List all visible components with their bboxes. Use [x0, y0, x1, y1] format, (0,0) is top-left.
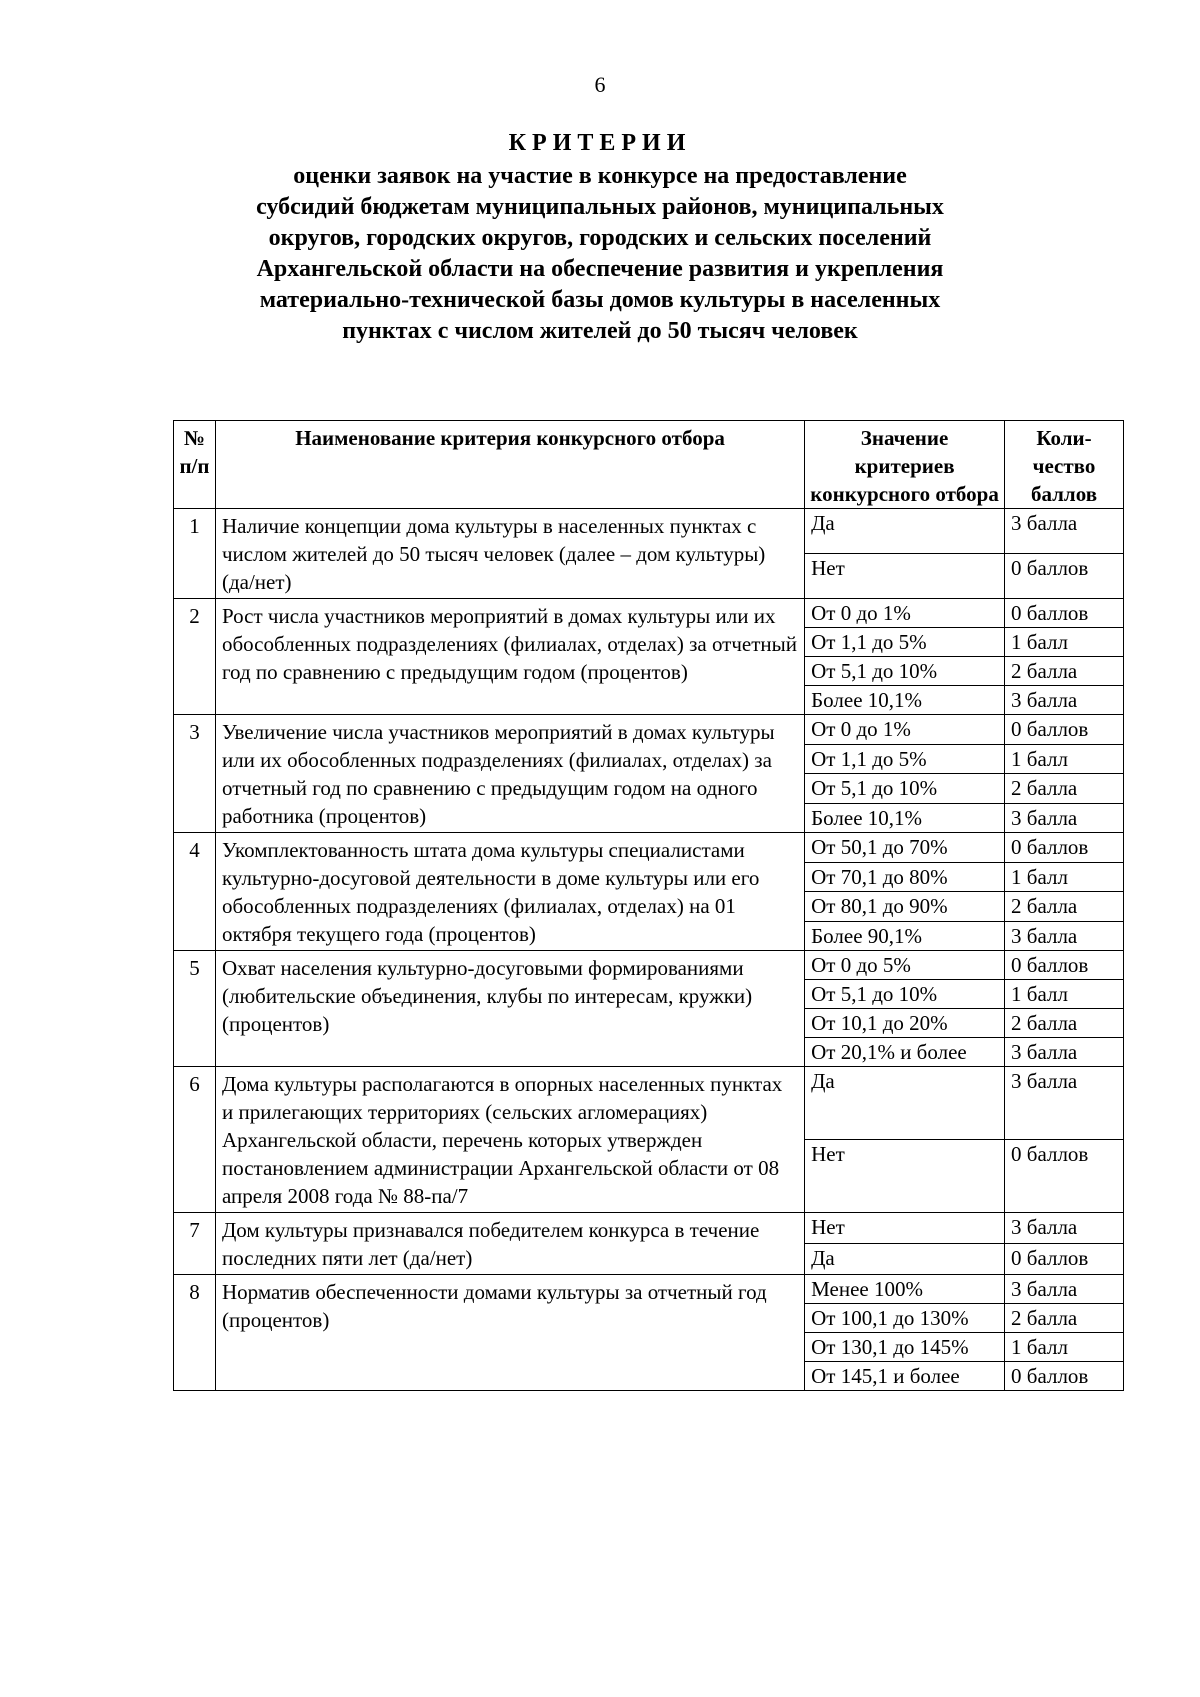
criterion-number: 5 [174, 951, 216, 1067]
criterion-points: 0 баллов [1005, 599, 1124, 628]
criterion-number: 2 [174, 599, 216, 715]
criterion-value: От 70,1 до 80% [805, 862, 1005, 892]
heading-line: материально-технической базы домов культуры в населенных [259, 287, 941, 313]
criterion-value: От 5,1 до 10% [805, 980, 1005, 1009]
table-row [174, 715, 1124, 745]
criterion-value: Нет [805, 554, 1005, 599]
heading-line: округов, городских округов, городских и сельских поселений [268, 225, 932, 251]
criterion-points: 3 балла [1005, 921, 1124, 951]
table-row [174, 509, 1124, 554]
document-heading [180, 128, 1020, 347]
table-header-row [174, 421, 1124, 509]
criterion-points: 3 балла [1005, 509, 1124, 554]
table-row [174, 1213, 1124, 1244]
heading-line: субсидий бюджетам муниципальных районов, муниципальных [256, 194, 944, 220]
criterion-name: Дома культуры располагаются в опорных населенных пунктах и прилегающих территориях (сельских агломерациях) Архангельской области, перечень которых утвержден постановлением администрации Архангельской области от 08 апреля 2008 года № 88-па/7 [215, 1067, 804, 1213]
criterion-points: 2 балла [1005, 1009, 1124, 1038]
criteria-table [173, 420, 1124, 1391]
criterion-points: 2 балла [1005, 657, 1124, 686]
page-number: 6 [594, 72, 606, 97]
criterion-value: От 130,1 до 145% [805, 1333, 1005, 1362]
criterion-number: 6 [174, 1067, 216, 1213]
criterion-value: От 80,1 до 90% [805, 892, 1005, 922]
criterion-points: 1 балл [1005, 628, 1124, 657]
criterion-value: Нет [805, 1140, 1005, 1213]
criterion-value: Менее 100% [805, 1275, 1005, 1304]
criterion-points: 1 балл [1005, 980, 1124, 1009]
criterion-points: 1 балл [1005, 1333, 1124, 1362]
criterion-value: От 10,1 до 20% [805, 1009, 1005, 1038]
criterion-value: От 1,1 до 5% [805, 744, 1005, 774]
criterion-value: Да [805, 1244, 1005, 1275]
criterion-name: Укомплектованность штата дома культуры специалистами культурно-досуговой деятельности в доме культуры или его обособленных подразделениях (филиалах, отделах) на 01 октября текущего года (процентов) [215, 833, 804, 951]
criterion-points: 3 балла [1005, 1275, 1124, 1304]
criterion-points: 2 балла [1005, 1304, 1124, 1333]
criterion-points: 2 балла [1005, 892, 1124, 922]
header-name: Наименование критерия конкурсного отбора [215, 421, 804, 509]
criterion-points: 0 баллов [1005, 554, 1124, 599]
criterion-value: Да [805, 1067, 1005, 1140]
criterion-name: Рост числа участников мероприятий в домах культуры или их обособленных подразделениях (филиалах, отделах) за отчетный год по сравнению с предыдущим годом (процентов) [215, 599, 804, 715]
criterion-number: 3 [174, 715, 216, 833]
heading-line: оценки заявок на участие в конкурсе на предоставление [293, 163, 907, 189]
table-row [174, 1067, 1124, 1140]
criterion-name: Дом культуры признавался победителем конкурса в течение последних пяти лет (да/нет) [215, 1213, 804, 1275]
criterion-points: 1 балл [1005, 744, 1124, 774]
criterion-points: 0 баллов [1005, 1140, 1124, 1213]
header-value: Значение критериев конкурсного отбора [805, 421, 1005, 509]
criterion-number: 7 [174, 1213, 216, 1275]
criterion-value: Более 10,1% [805, 686, 1005, 715]
criterion-points: 0 баллов [1005, 1362, 1124, 1391]
criterion-value: От 145,1 и более [805, 1362, 1005, 1391]
criterion-value: От 5,1 до 10% [805, 657, 1005, 686]
criterion-value: Более 10,1% [805, 803, 1005, 833]
criterion-value: От 100,1 до 130% [805, 1304, 1005, 1333]
criterion-value: От 0 до 5% [805, 951, 1005, 980]
criterion-name: Увеличение числа участников мероприятий в домах культуры или их обособленных подразделениях (филиалах, отделах) за отчетный год по сравнению с предыдущим годом на одного работника (процентов) [215, 715, 804, 833]
criterion-name: Наличие концепции дома культуры в населенных пунктах с числом жителей до 50 тысяч человек (далее – дом культуры) (да/нет) [215, 509, 804, 599]
heading-line: пунктах с числом жителей до 50 тысяч человек [342, 318, 858, 344]
table-row [174, 599, 1124, 628]
criterion-points: 3 балла [1005, 1067, 1124, 1140]
criterion-value: От 20,1% и более [805, 1038, 1005, 1067]
criterion-points: 0 баллов [1005, 951, 1124, 980]
criterion-value: От 50,1 до 70% [805, 833, 1005, 863]
criterion-value: От 5,1 до 10% [805, 774, 1005, 804]
criterion-points: 3 балла [1005, 1038, 1124, 1067]
criterion-value: От 1,1 до 5% [805, 628, 1005, 657]
criterion-value: Нет [805, 1213, 1005, 1244]
criterion-points: 0 баллов [1005, 1244, 1124, 1275]
criteria-body [174, 509, 1124, 1391]
criterion-value: Более 90,1% [805, 921, 1005, 951]
criterion-value: От 0 до 1% [805, 599, 1005, 628]
criterion-number: 1 [174, 509, 216, 599]
criterion-points: 2 балла [1005, 774, 1124, 804]
criterion-points: 3 балла [1005, 803, 1124, 833]
table-row [174, 833, 1124, 863]
table-row [174, 1275, 1124, 1304]
criterion-number: 4 [174, 833, 216, 951]
heading-line: Архангельской области на обеспечение развития и укрепления [256, 256, 944, 282]
criterion-points: 0 баллов [1005, 833, 1124, 863]
header-num: № п/п [174, 421, 216, 509]
header-points: Коли-чество баллов [1005, 421, 1124, 509]
criterion-points: 0 баллов [1005, 715, 1124, 745]
criterion-points: 3 балла [1005, 686, 1124, 715]
criterion-value: Да [805, 509, 1005, 554]
criterion-points: 1 балл [1005, 862, 1124, 892]
table-row [174, 951, 1124, 980]
document-title: КРИТЕРИИ [508, 130, 692, 156]
criterion-number: 8 [174, 1275, 216, 1391]
criterion-value: От 0 до 1% [805, 715, 1005, 745]
criterion-points: 3 балла [1005, 1213, 1124, 1244]
criterion-name: Норматив обеспеченности домами культуры за отчетный год (процентов) [215, 1275, 804, 1391]
criterion-name: Охват населения культурно-досуговыми формированиями (любительские объединения, клубы по интересам, кружки) (процентов) [215, 951, 804, 1067]
